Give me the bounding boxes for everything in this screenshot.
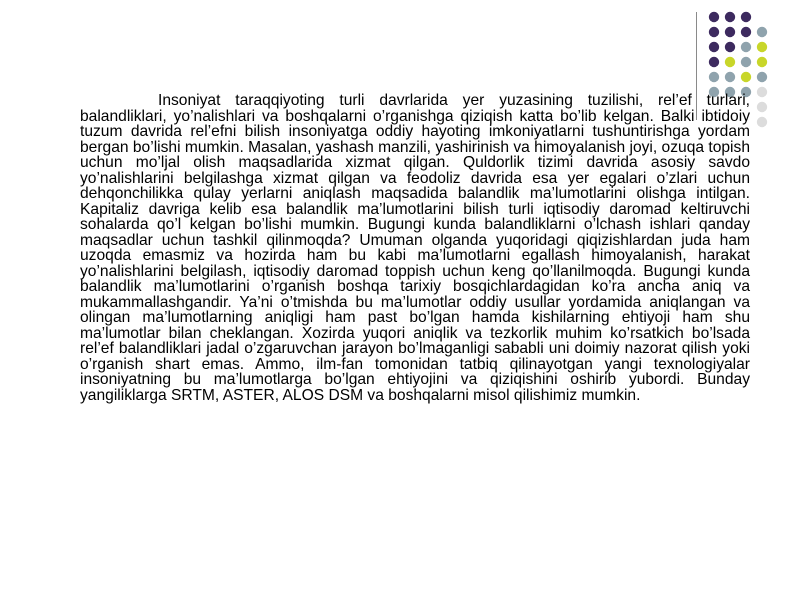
decorative-dot [757, 42, 767, 52]
decorative-dot [757, 72, 767, 82]
decorative-dot [741, 27, 751, 37]
decorative-dot [741, 57, 751, 67]
decorative-dot [725, 27, 735, 37]
decorative-dot [757, 87, 767, 97]
decorative-dot [757, 57, 767, 67]
decorative-dot [757, 27, 767, 37]
decorative-dot [709, 57, 719, 67]
decorative-dot [709, 42, 719, 52]
decorative-dot [709, 27, 719, 37]
decorative-dot [709, 12, 719, 22]
decorative-dot [757, 102, 767, 112]
decorative-dot [725, 12, 735, 22]
decorative-dot [741, 42, 751, 52]
decorative-dot [725, 72, 735, 82]
decorative-dot [741, 12, 751, 22]
decorative-dot [725, 57, 735, 67]
decorative-dot [757, 117, 767, 127]
decorative-dot [741, 72, 751, 82]
decorative-dot [725, 42, 735, 52]
body-paragraph: Insoniyat taraqqiyoting turli davrlarida yer yuzasining tuzilishi, rel’ef turlari, balandliklari, yo’nalishlari va boshqalarni o’rganishga qiziqish katta bo’lib kelgan. Balki ibtidoiy tuzum davrida rel’efni bilish insoniyatga oddiy hayoting imkoniyatlarni tushuntirishga yordam bergan bo’lishi mumkin. Masalan, yashash manzili, yashirinish va himoyalanish joyi, ozuqa topish uchun mo’ljal olish maqsadlarida xizmat qilgan. Quldorlik tizimi davrida asosiy savdo yo’nalishlarini belgilashga xizmat qilgan va feodoliz davrida esa yer egalari o’zlari uchun dehqonchilikka qulay yerlarni aniqlash maqsadida balandlik ma’lumotlarini olishga intilgan. Kapitaliz davriga kelib esa balandlik ma’lumotlarini bilish turli iqtisodiy daromad keltiruvchi sohalarda qo’l kelgan bo’lishi mumkin. Bugungi kunda balandliklarni o’lchash ishlari qanday maqsadlar uchun tashkil qilinmoqda? Umuman olganda yuqoridagi qiqizishlardan juda ham uzoqda emasmiz va hozirda ham bu kabi ma’lumotlarni egallash himoyalanish, harakat yo’nalishlarini belgilash, iqtisodiy daromad toppish uchun keng qo’llanilmoqda. Bugungi kunda balandlik ma’lumotlarini o’rganish boshqa tarixiy bosqichlardagidan ko’ra ancha aniq va mukammallashgandir. Ya’ni o’tmishda bu ma’lumotlar oddiy usullar yordamida aniqlangan va olingan ma’lumotlarning aniqligi ham past bo’lgan hamda kishilarning ehtiyoji ham shu ma’lumotlar bilan cheklangan. Xozirda yuqori aniqlik va tezkorlik muhim ko’rsatkich bo’lsada rel’ef balandliklari jadal o’zgaruvchan jarayon bo’lmaganligi sababli uni doimiy nazorat qilish yoki o’rganish shart emas. Ammo, ilm-fan tomonidan tatbiq qilinayotgan yangi texnologiyalar insoniyatning bu ma’lumotlarga bo’lgan ehtiyojini va qiziqishini oshirib yubordi. Bunday yangiliklarga SRTM, ASTER, ALOS DSM va boshqalarni misol qilishimiz mumkin. [80, 92, 750, 404]
decorative-dot [709, 72, 719, 82]
